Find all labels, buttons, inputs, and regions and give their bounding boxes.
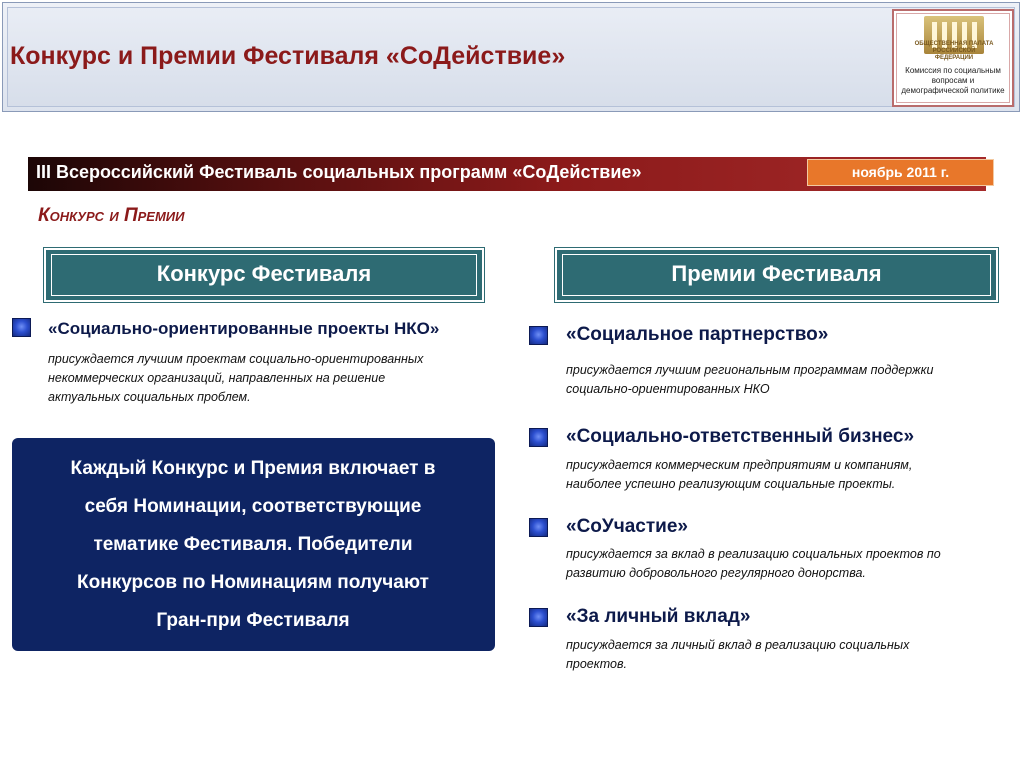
bullet-icon: [529, 326, 548, 345]
prize-item-title: «Социально-ответственный бизнес»: [566, 426, 915, 447]
page-title: Конкурс и Премии Фестиваля «СоДействие»: [10, 42, 566, 70]
contest-header: [44, 248, 484, 302]
contest-header-label: Конкурс Фестиваля: [156, 261, 372, 286]
prize-item-title: «Социальное партнерство»: [566, 324, 829, 345]
date-badge: ноябрь 2011 г.: [807, 159, 994, 186]
info-box-text: Каждый Конкурс и Премия включает в себя Номинации, соответствующие тематике Фестиваля. Победители Конкурсов по Номинациям получают Гран-при Фестиваля: [70, 458, 436, 631]
prize-item-desc: присуждается коммерческим предприятиям и компаниям, наиболее успешно реализующим социальные проекты.: [566, 458, 913, 491]
prize-item-desc: присуждается за личный вклад в реализацию социальных проектов.: [566, 638, 910, 671]
info-box: [12, 438, 495, 651]
prizes-header-label: Премии Фестиваля: [671, 261, 882, 286]
bullet-icon: [529, 608, 548, 627]
bullet-icon: [529, 428, 548, 447]
prize-item-desc: присуждается за вклад в реализацию социальных проектов по развитию добровольного регулярного донорства.: [566, 547, 941, 580]
prizes-header: [555, 248, 998, 302]
logo: [892, 9, 1014, 107]
festival-banner-text: III Всероссийский Фестиваль социальных программ «СоДействие»: [36, 162, 642, 182]
contest-item-title: «Социально-ориентированные проекты НКО»: [48, 319, 440, 338]
contest-item-desc: присуждается лучшим проектам социально-ориентированных некоммерческих организаций, направленных на решение актуальных социальных проблем.: [48, 352, 424, 404]
logo-emblem-text: ОБЩЕСТВЕННАЯ ПАЛАТА РОССИЙСКОЙ ФЕДЕРАЦИИ: [914, 41, 994, 61]
prize-item-title: «За личный вклад»: [566, 606, 751, 627]
prize-item-title: «СоУчастие»: [566, 516, 688, 537]
logo-caption: Комиссия по социальным вопросам и демографической политике: [901, 66, 1005, 95]
bullet-icon: [529, 518, 548, 537]
bullet-icon: [12, 318, 31, 337]
prize-item-desc: присуждается лучшим региональным программам поддержки социально-ориентированных НКО: [566, 363, 934, 396]
section-title: Конкурс и Премии: [38, 205, 185, 226]
